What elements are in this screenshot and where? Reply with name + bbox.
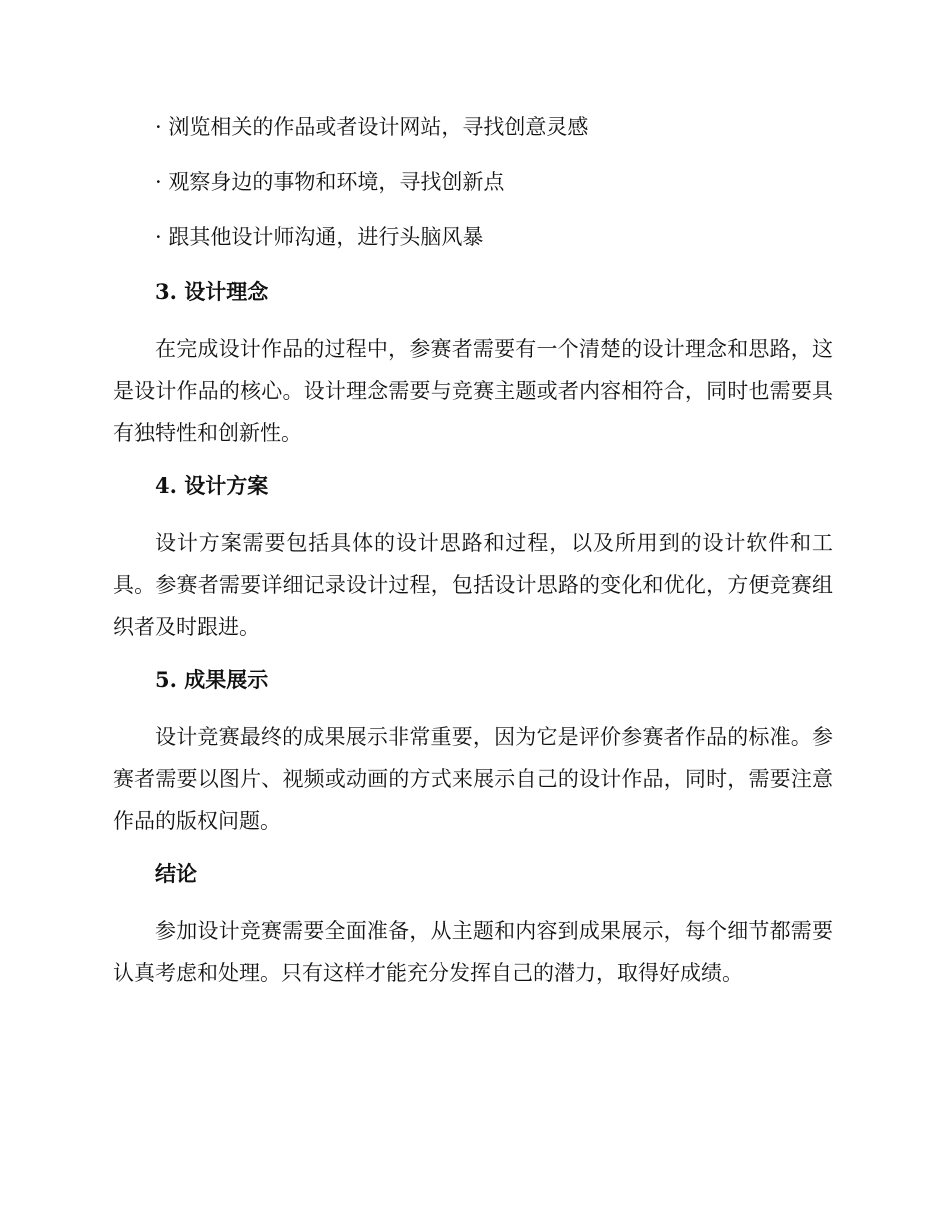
section-heading-results: 5. 成果展示 (155, 667, 269, 692)
bullet-item: · 观察身边的事物和环境，寻找创新点 (155, 170, 505, 194)
section-body-results: 设计竞赛最终的成果展示非常重要，因为它是评价参赛者作品的标准。参赛者需要以图片、视频或动画的方式来展示自己的设计作品，同时，需要注意作品的版权问题。 (113, 725, 833, 833)
section-heading-design-concept: 3. 设计理念 (155, 279, 269, 304)
section-body-conclusion: 参加设计竞赛需要全面准备，从主题和内容到成果展示，每个细节都需要认真考虑和处理。只有这样才能充分发挥自己的潜力，取得好成绩。 (113, 919, 833, 985)
bullet-item: · 跟其他设计师沟通，进行头脑风暴 (155, 225, 484, 249)
section-heading-design-plan: 4. 设计方案 (155, 473, 269, 498)
document-page (113, 108, 833, 1007)
section-body-design-concept: 在完成设计作品的过程中，参赛者需要有一个清楚的设计理念和思路，这是设计作品的核心。设计理念需要与竞赛主题或者内容相符合，同时也需要具有独特性和创新性。 (113, 337, 833, 445)
section-heading-conclusion: 结论 (155, 861, 197, 886)
section-body-design-plan: 设计方案需要包括具体的设计思路和过程，以及所用到的设计软件和工具。参赛者需要详细记录设计过程，包括设计思路的变化和优化，方便竞赛组织者及时跟进。 (113, 531, 833, 639)
bullet-item: · 浏览相关的作品或者设计网站，寻找创意灵感 (155, 115, 589, 139)
